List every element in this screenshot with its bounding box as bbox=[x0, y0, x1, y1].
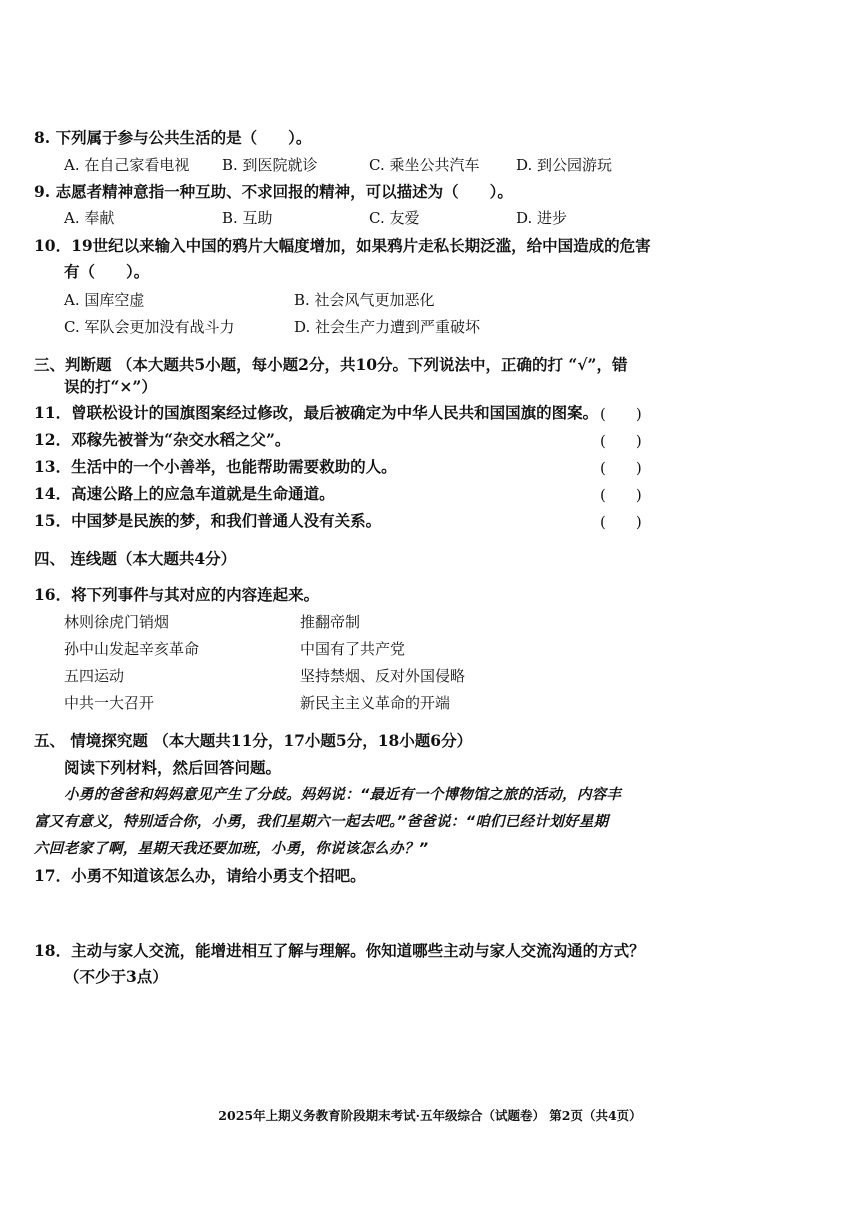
q10-option-c: C. 军队会更加没有战斗力 bbox=[64, 318, 235, 336]
q8-option-b: B. 到医院就诊 bbox=[222, 156, 318, 174]
material-line-2: 富又有意义，特别适合你，小勇，我们星期六一起去吧。”爸爸说：“咱们已经计划好星期 bbox=[34, 814, 609, 830]
material-line-3: 六回老家了啊，星期天我还要加班，小勇，你说该怎么办？” bbox=[34, 841, 429, 857]
match-left-3[interactable]: 五四运动 bbox=[64, 667, 125, 685]
question-17-stem: 17．小勇不知道该怎么办，请给小勇支个招吧。 bbox=[34, 866, 366, 885]
q10-option-b: B. 社会风气更加恶化 bbox=[294, 291, 435, 309]
answer-blank-14[interactable]: ( ) bbox=[600, 486, 642, 504]
page-footer: 2025年上期义务教育阶段期末考试·五年级综合（试题卷） 第2页（共4页） bbox=[218, 1108, 642, 1123]
q10-option-a: A. 国库空虚 bbox=[64, 291, 145, 309]
question-9-stem: 9. 志愿者精神意指一种互助、不求回报的精神，可以描述为（ ）。 bbox=[34, 182, 513, 201]
match-right-1[interactable]: 推翻帝制 bbox=[300, 613, 361, 631]
match-left-4[interactable]: 中共一大召开 bbox=[64, 694, 155, 712]
q9-option-b: B. 互助 bbox=[222, 209, 273, 227]
q9-option-d: D. 进步 bbox=[516, 209, 568, 227]
q8-option-c: C. 乘坐公共汽车 bbox=[369, 156, 480, 174]
answer-blank-11[interactable]: ( ) bbox=[600, 405, 642, 423]
question-16-stem: 16．将下列事件与其对应的内容连起来。 bbox=[34, 585, 320, 604]
match-right-3[interactable]: 坚持禁烟、反对外国侵略 bbox=[300, 667, 466, 685]
match-right-2[interactable]: 中国有了共产党 bbox=[300, 640, 406, 658]
match-left-1[interactable]: 林则徐虎门销烟 bbox=[64, 613, 170, 631]
section-3-title-line2: 误的打“×”） bbox=[64, 377, 157, 396]
judge-item-15: 15．中国梦是民族的梦，和我们普通人没有关系。 bbox=[34, 511, 382, 530]
judge-item-11: 11．曾联松设计的国旗图案经过修改，最后被确定为中华人民共和国国旗的图案。 bbox=[34, 403, 599, 422]
section-4-title: 四、 连线题（本大题共4分） bbox=[34, 549, 237, 568]
judge-item-12: 12．邓稼先被誉为“杂交水稻之父”。 bbox=[34, 430, 291, 449]
section-3-title: 三、判断题 （本大题共5小题，每小题2分，共10分。下列说法中，正确的打 “√”，错 bbox=[34, 355, 628, 374]
question-18-stem: 18．主动与家人交流，能增进相互了解与理解。你知道哪些主动与家人交流沟通的方式？ bbox=[34, 941, 645, 960]
q8-option-d: D. 到公园游玩 bbox=[516, 156, 613, 174]
q9-option-a: A. 奉献 bbox=[64, 209, 115, 227]
question-8-stem: 8. 下列属于参与公共生活的是（ ）。 bbox=[34, 128, 312, 147]
question-10-stem-line2: 有（ ）。 bbox=[64, 262, 150, 281]
question-10-stem-line1: 10．19世纪以来输入中国的鸦片大幅度增加，如果鸦片走私长期泛滥，给中国造成的危害 bbox=[34, 236, 651, 255]
q10-option-d: D. 社会生产力遭到严重破坏 bbox=[294, 318, 481, 336]
match-left-2[interactable]: 孙中山发起辛亥革命 bbox=[64, 640, 200, 658]
q8-option-a: A. 在自己家看电视 bbox=[64, 156, 190, 174]
answer-blank-15[interactable]: ( ) bbox=[600, 513, 642, 531]
answer-blank-12[interactable]: ( ) bbox=[600, 432, 642, 450]
judge-item-14: 14．高速公路上的应急车道就是生命通道。 bbox=[34, 484, 335, 503]
answer-blank-13[interactable]: ( ) bbox=[600, 459, 642, 477]
section-5-title: 五、 情境探究题 （本大题共11分，17小题5分，18小题6分） bbox=[34, 731, 473, 750]
judge-item-13: 13．生活中的一个小善举，也能帮助需要救助的人。 bbox=[34, 457, 397, 476]
match-right-4[interactable]: 新民主主义革命的开端 bbox=[300, 694, 451, 712]
q9-option-c: C. 友爱 bbox=[369, 209, 420, 227]
material-intro: 阅读下列材料，然后回答问题。 bbox=[64, 758, 282, 777]
question-18-note: （不少于3点） bbox=[64, 967, 168, 986]
material-line-1: 小勇的爸爸和妈妈意见产生了分歧。妈妈说：“最近有一个博物馆之旅的活动，内容丰 bbox=[64, 787, 622, 803]
